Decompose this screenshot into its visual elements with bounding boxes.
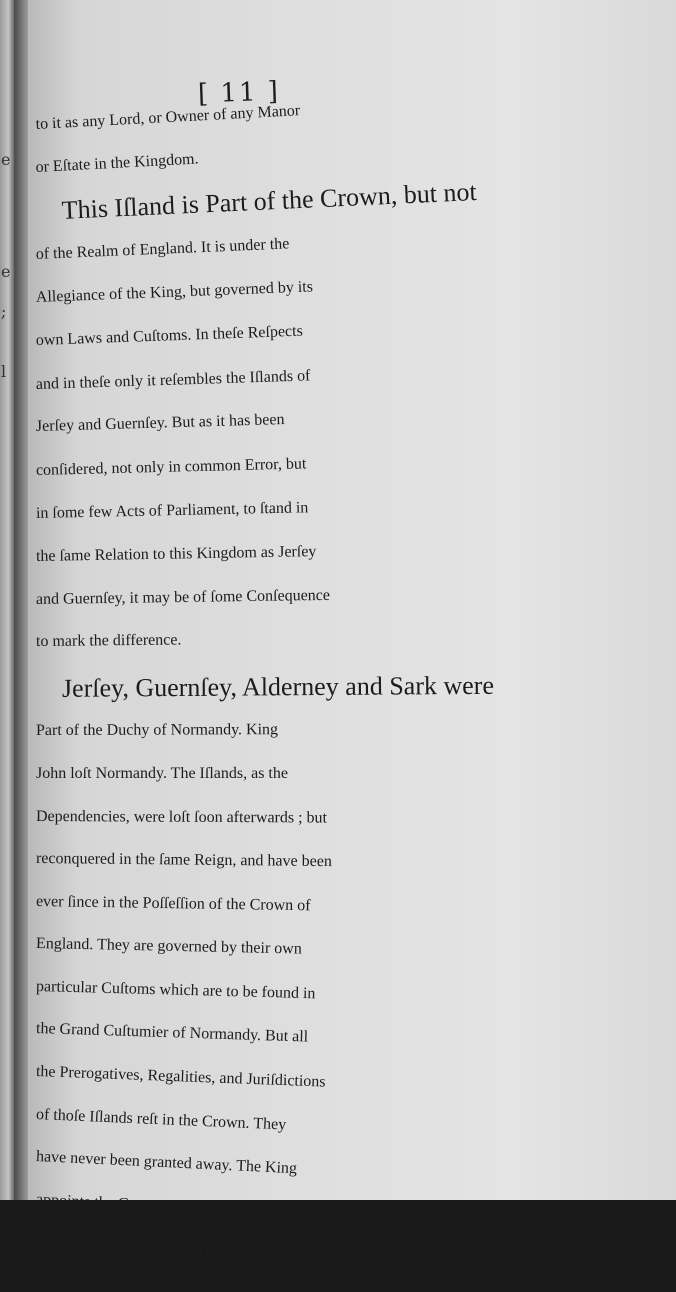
text-line: to it as any Lord, or Owner of any Manor xyxy=(35,102,301,133)
text-line: have never been granted away. The King xyxy=(35,1148,298,1178)
book-gutter xyxy=(14,0,28,1200)
left-page-edge xyxy=(0,0,14,1200)
text-line: particular Cuſtoms which are to be found in xyxy=(35,977,316,1003)
text-line: appoints the Governor ; has the Juriſdiction xyxy=(35,1190,314,1223)
text-line: This Iſland is Part of the Crown, but not xyxy=(61,177,478,225)
text-line: of the Realm of England. It is under the xyxy=(35,235,290,263)
text-line: to mark the difference. xyxy=(35,631,182,651)
left-page-glyph: e xyxy=(1,150,11,169)
text-line: own Laws and Cuſtoms. In theſe Reſpects xyxy=(35,322,304,349)
text-line: Part of the Duchy of Normandy. King xyxy=(35,721,279,740)
text-line: and in theſe only it reſembles the Iſlands of xyxy=(35,366,311,393)
text-line: Allegiance of the King, but governed by its xyxy=(35,278,314,307)
text-line: reconquered in the ſame Reign, and have been xyxy=(35,850,332,871)
text-line: the Prerogatives, Regalities, and Juriſdictions xyxy=(35,1063,326,1091)
text-line: Dependencies, were loſt ſoon afterwards ; but xyxy=(35,807,328,827)
text-line: and Guernſey, it may be of ſome Conſequence xyxy=(35,586,331,608)
text-line: of thoſe Iſlands reſt in the Crown. They xyxy=(35,1105,287,1134)
left-page-glyph: e xyxy=(1,262,11,281)
text-line: the Grand Cuſtumier of Normandy. But all xyxy=(35,1020,309,1047)
text-line: of the Admiralty Courts. The Civil Juſtice xyxy=(35,1233,303,1266)
text-line: or Eſtate in the Kingdom. xyxy=(35,150,199,176)
text-line: the ſame Relation to this Kingdom as Jerſey xyxy=(35,543,317,565)
text-line: in ſome few Acts of Parliament, to ſtand in xyxy=(35,499,309,523)
book-page xyxy=(28,0,676,1266)
page-number: [ 11 ] xyxy=(197,76,281,110)
text-line: Jerſey, Guernſey, Alderney and Sark were xyxy=(61,670,495,703)
left-page-glyph: ; xyxy=(1,302,7,321)
text-line: ever ſince in the Poſſeſſion of the Crown of xyxy=(35,892,311,914)
body-text xyxy=(35,102,526,1266)
text-line: Jerſey and Guernſey. But as it has been xyxy=(35,411,285,436)
text-line: John loſt Normandy. The Iſlands, as the xyxy=(36,764,288,782)
text-line: conſidered, not only in common Error, but xyxy=(35,455,307,479)
left-page-glyph: l xyxy=(1,362,7,381)
text-line: England. They are governed by their own xyxy=(35,935,302,958)
